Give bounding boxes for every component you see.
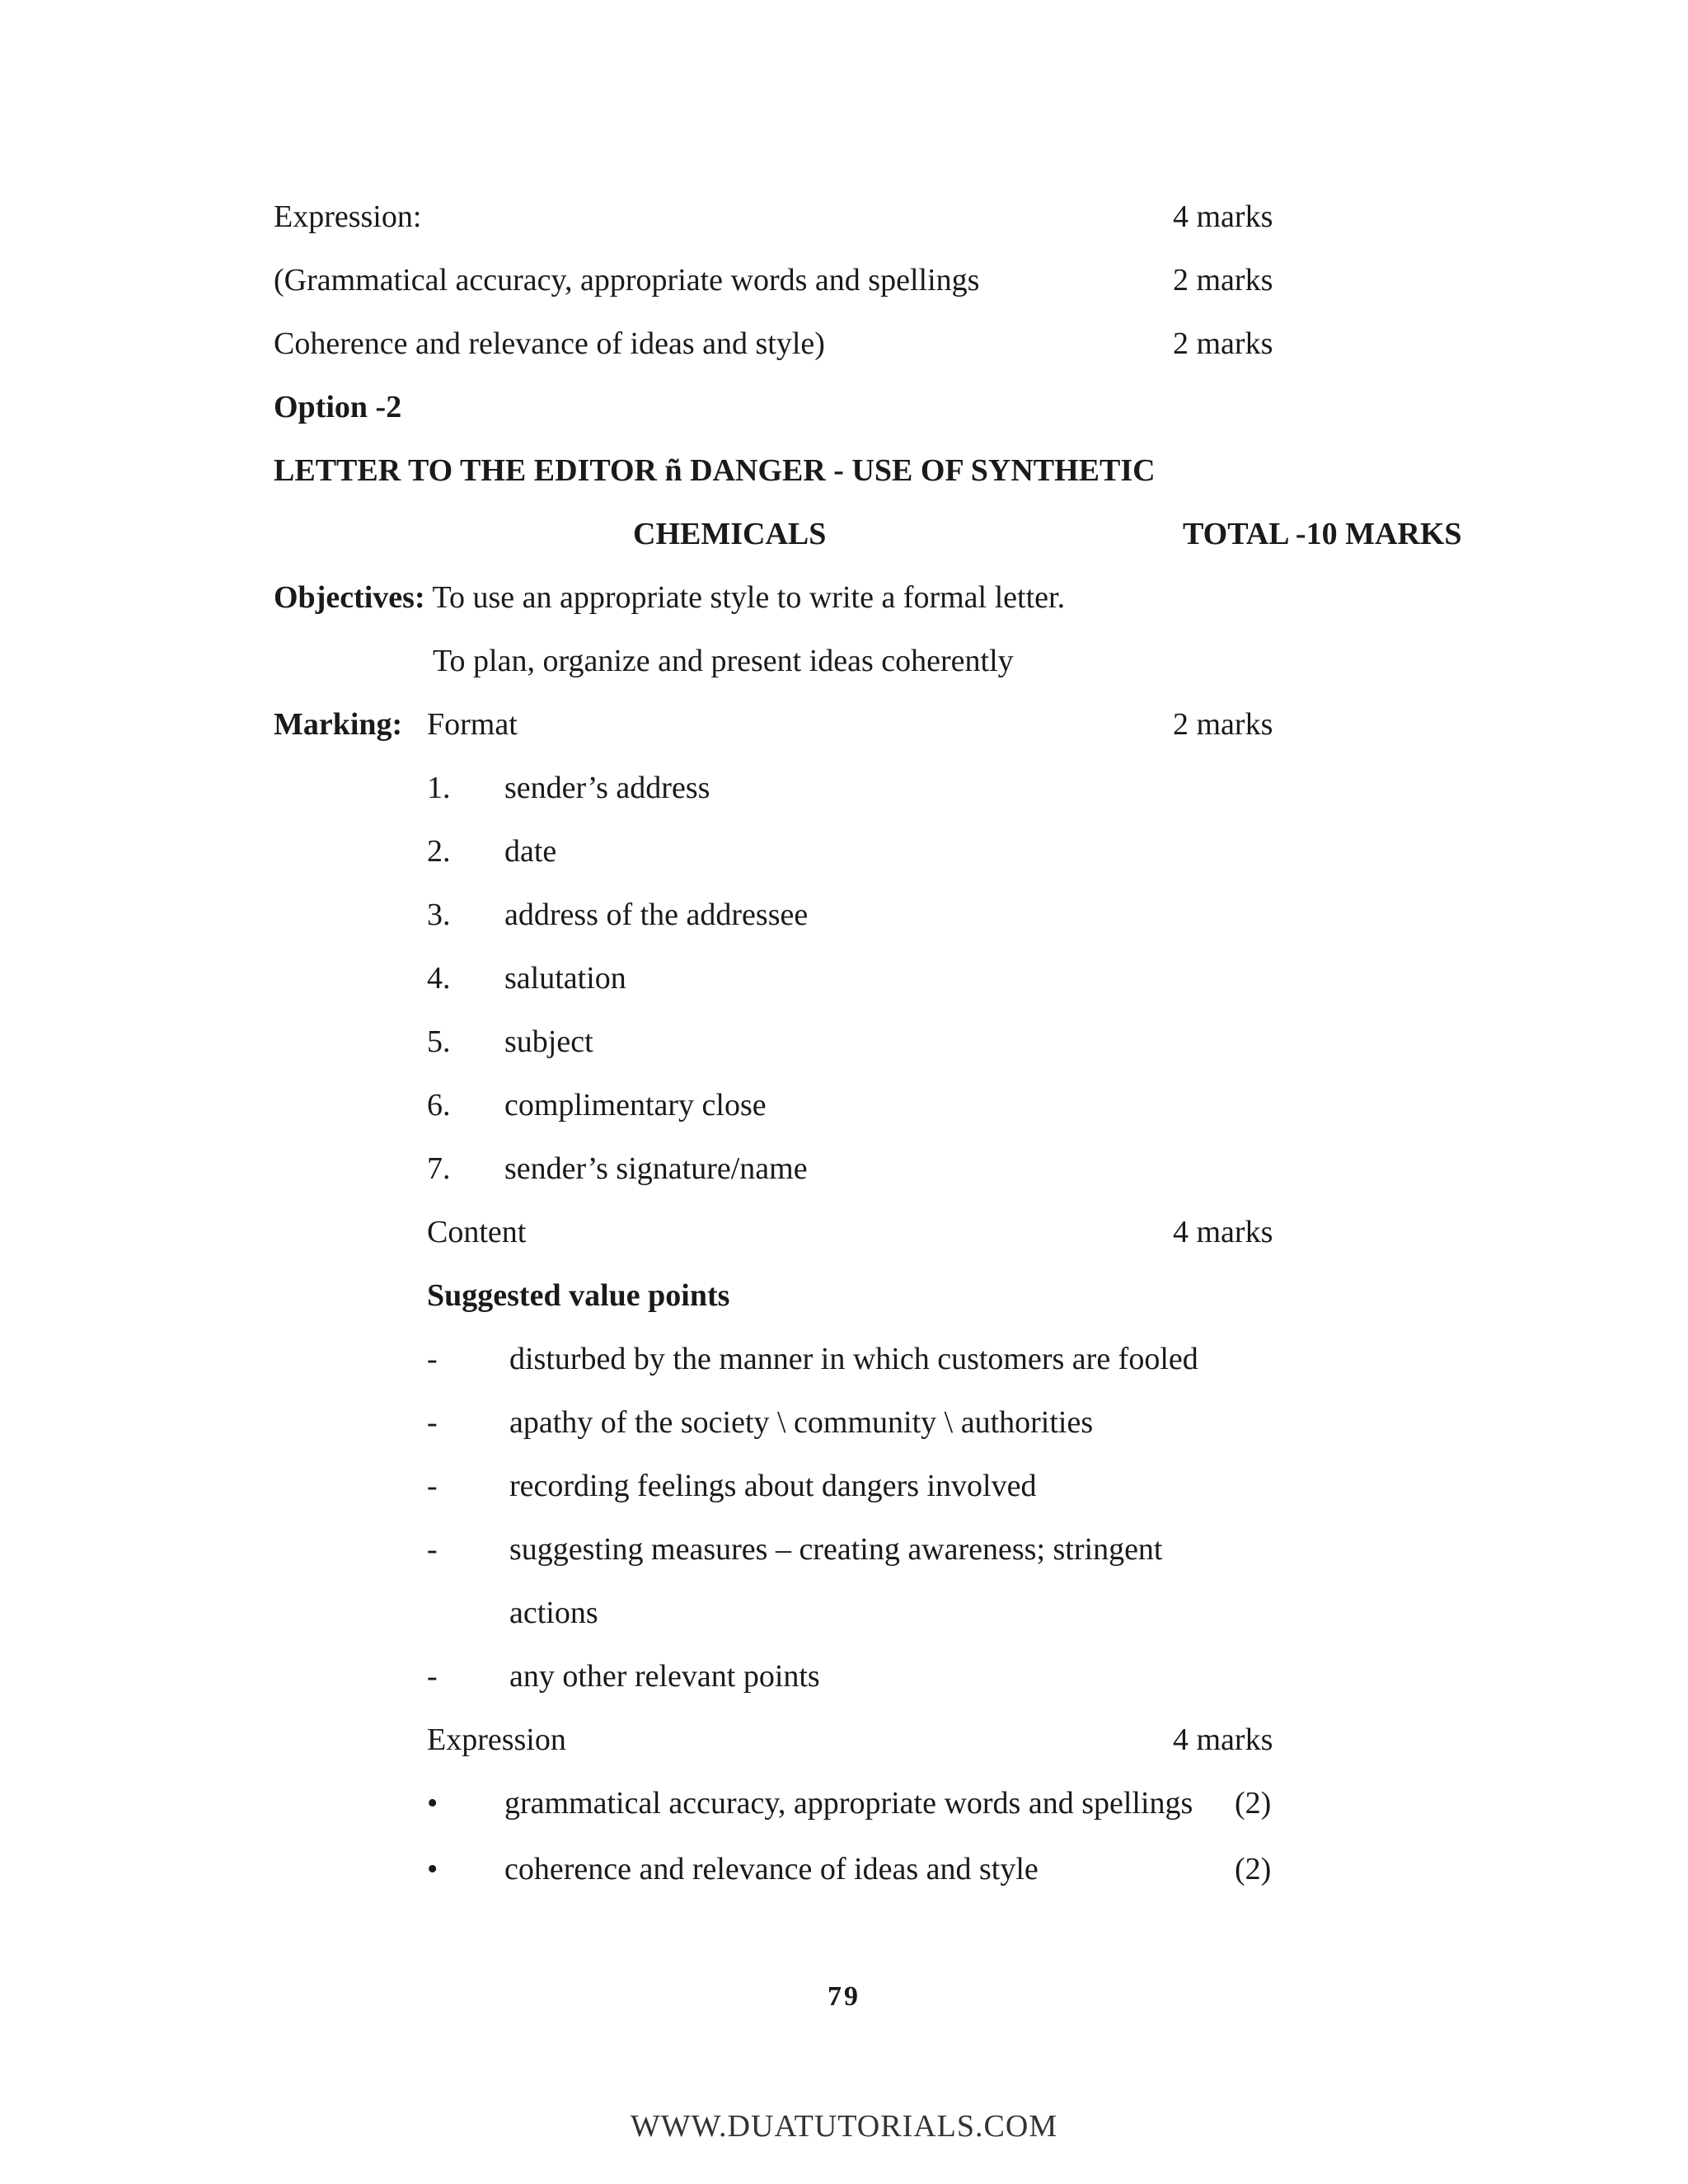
objectives-line1 [274, 579, 1065, 616]
expression-item-marks: (2) [1235, 1786, 1272, 1821]
format-item-text: salutation [504, 961, 626, 996]
value-point-dash: - [427, 1659, 438, 1694]
format-item-text: subject [504, 1024, 593, 1059]
objectives-text1: To use an appropriate style to write a formal letter. [432, 580, 1066, 615]
objectives-line2: To plan, organize and present ideas coherently [433, 644, 1014, 678]
value-point-text: recording feelings about dangers involved [509, 1469, 1037, 1503]
expression-item-text: grammatical accuracy, appropriate words and spellings [504, 1786, 1193, 1821]
format-item-number: 2. [427, 834, 451, 869]
content-marks: 4 marks [1173, 1215, 1273, 1249]
footer-url: WWW.DUATUTORIALS.COM [630, 2109, 1058, 2144]
letter-heading-line1: LETTER TO THE EDITOR ñ DANGER - USE OF SYNTHETIC [274, 453, 1156, 488]
value-point-dash: - [427, 1469, 438, 1503]
value-point-text: apathy of the society \ community \ authorities [509, 1405, 1094, 1440]
value-point-text: any other relevant points [509, 1659, 820, 1694]
value-point-continuation: actions [509, 1596, 598, 1630]
objectives-label: Objectives: [274, 580, 425, 615]
content-label: Content [427, 1215, 527, 1249]
expression-bottom-marks: 4 marks [1173, 1722, 1273, 1757]
expression-item-text: coherence and relevance of ideas and style [504, 1852, 1039, 1886]
expression-marks: 4 marks [1173, 199, 1273, 234]
expression-label: Expression: [274, 199, 422, 234]
expression-sub2: Coherence and relevance of ideas and style) [274, 326, 825, 361]
format-label: Format [427, 707, 518, 742]
format-item-number: 5. [427, 1024, 451, 1059]
expression-sub1: (Grammatical accuracy, appropriate words and spellings [274, 263, 980, 298]
format-item-text: sender’s address [504, 771, 710, 805]
value-point-dash: - [427, 1532, 438, 1567]
format-marks: 2 marks [1173, 707, 1273, 742]
format-item-number: 7. [427, 1151, 451, 1186]
value-point-text: suggesting measures – creating awareness; stringent [509, 1532, 1163, 1567]
page-number: 79 [828, 1981, 860, 2012]
bullet-icon: • [427, 1786, 438, 1821]
format-item-text: address of the addressee [504, 898, 809, 932]
letter-heading-line2: CHEMICALS [633, 517, 827, 551]
format-item-text: date [504, 834, 557, 869]
format-item-text: complimentary close [504, 1088, 767, 1122]
expression-bottom-label: Expression [427, 1722, 566, 1757]
expression-sub2-marks: 2 marks [1173, 326, 1273, 361]
expression-item-marks: (2) [1235, 1852, 1272, 1886]
format-item-number: 4. [427, 961, 451, 996]
option-heading: Option -2 [274, 390, 402, 424]
value-point-dash: - [427, 1405, 438, 1440]
value-point-dash: - [427, 1342, 438, 1376]
format-item-number: 3. [427, 898, 451, 932]
suggested-heading: Suggested value points [427, 1278, 730, 1313]
expression-sub1-marks: 2 marks [1173, 263, 1273, 298]
format-item-number: 1. [427, 771, 451, 805]
bullet-icon: • [427, 1852, 438, 1886]
format-item-text: sender’s signature/name [504, 1151, 808, 1186]
value-point-text: disturbed by the manner in which customers are fooled [509, 1342, 1198, 1376]
format-item-number: 6. [427, 1088, 451, 1122]
total-marks: TOTAL -10 MARKS [1183, 517, 1462, 551]
marking-label: Marking: [274, 707, 403, 742]
